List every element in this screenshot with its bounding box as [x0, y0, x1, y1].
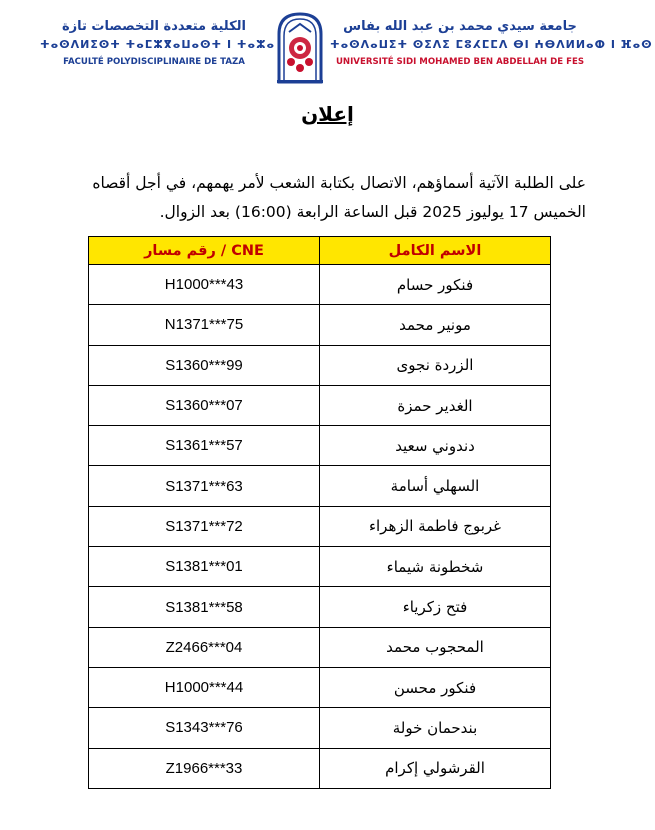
- table-row: [89, 587, 551, 627]
- document-header: [0, 0, 655, 90]
- table-row: [89, 466, 551, 506]
- cne-cell: S1371***63: [89, 466, 320, 506]
- student-name-cell: غربوج فاطمة الزهراء: [320, 506, 551, 546]
- table-header-row: [89, 237, 551, 265]
- cne-cell: S1360***99: [89, 345, 320, 385]
- student-name-cell: بندحمان خولة: [320, 708, 551, 748]
- faculty-header-block: [40, 18, 276, 70]
- cne-cell: N1371***75: [89, 305, 320, 345]
- student-name-cell: فنكور حسام: [320, 265, 551, 305]
- student-name-cell: المحجوب محمد: [320, 627, 551, 667]
- university-header-block: [330, 18, 653, 70]
- table-row: [89, 265, 551, 305]
- students-table: [88, 236, 551, 789]
- table-row: [89, 506, 551, 546]
- table-row: [89, 426, 551, 466]
- table-row: [89, 547, 551, 587]
- table-row: [89, 708, 551, 748]
- faculty-name-french: FACULTÉ POLYDISCIPLINAIRE DE TAZA: [63, 57, 245, 67]
- table-row: [89, 627, 551, 667]
- student-name-cell: دندوني سعيد: [320, 426, 551, 466]
- table-row: [89, 345, 551, 385]
- table-row: [89, 385, 551, 425]
- cne-cell: Z2466***04: [89, 627, 320, 667]
- students-table-body: [89, 265, 551, 789]
- student-name-cell: شخطونة شيماء: [320, 547, 551, 587]
- announcement-paragraph: على الطلبة الآتية أسماؤهم، الاتصال بكتابة الشعب لأمر يهمهم، في أجل أقصاه الخميس 17 يوليوز 2025 قبل الساعة الرابعة (16:00) بعد الزوال.: [92, 174, 586, 221]
- table-row: [89, 667, 551, 707]
- university-name-tifinagh: ⵜⴰⵙⴷⴰⵡⵉⵜ ⵙⵉⴷⵉ ⵎⵓⵃⵎⵎⴷ ⴱⵏ ⵄⴱⴷⵍⵍⴰⵀ ⵏ ⴼⴰⵙ: [330, 38, 653, 51]
- student-name-cell: القرشولي إكرام: [320, 748, 551, 788]
- student-name-cell: الغدير حمزة: [320, 385, 551, 425]
- student-name-cell: مونير محمد: [320, 305, 551, 345]
- faculty-name-arabic: الكلية متعددة التخصصات تازة: [61, 19, 247, 34]
- student-name-cell: الزردة نجوى: [320, 345, 551, 385]
- faculty-name-tifinagh: ⵜⴰⵙⴷⵍⵉⵙⵜ ⵜⴰⵎⵣⴳⴰⵡⴰⵙⵜ ⵏ ⵜⴰⵣⴰ: [40, 38, 276, 51]
- name-column-header: الاسم الكامل: [320, 237, 551, 265]
- cne-cell: S1371***72: [89, 506, 320, 546]
- table-row: [89, 305, 551, 345]
- table-row: [89, 748, 551, 788]
- cne-cell: S1381***01: [89, 547, 320, 587]
- cne-cell: H1000***43: [89, 265, 320, 305]
- university-crest-icon: [273, 8, 327, 86]
- student-name-cell: فنكور محسن: [320, 667, 551, 707]
- cne-cell: S1361***57: [89, 426, 320, 466]
- student-name-cell: السهلي أسامة: [320, 466, 551, 506]
- cne-cell: H1000***44: [89, 667, 320, 707]
- cne-column-header: رقم مسار / CNE: [89, 237, 320, 265]
- cne-cell: S1343***76: [89, 708, 320, 748]
- cne-cell: S1360***07: [89, 385, 320, 425]
- student-name-cell: فتح زكرياء: [320, 587, 551, 627]
- cne-cell: S1381***58: [89, 587, 320, 627]
- university-name-french: UNIVERSITÉ SIDI MOHAMED BEN ABDELLAH DE FES: [335, 57, 585, 67]
- university-name-arabic: جامعة سيدي محمد بن عبد الله بفاس: [343, 19, 577, 34]
- announcement-title: إعلان: [301, 102, 354, 126]
- cne-cell: Z1966***33: [89, 748, 320, 788]
